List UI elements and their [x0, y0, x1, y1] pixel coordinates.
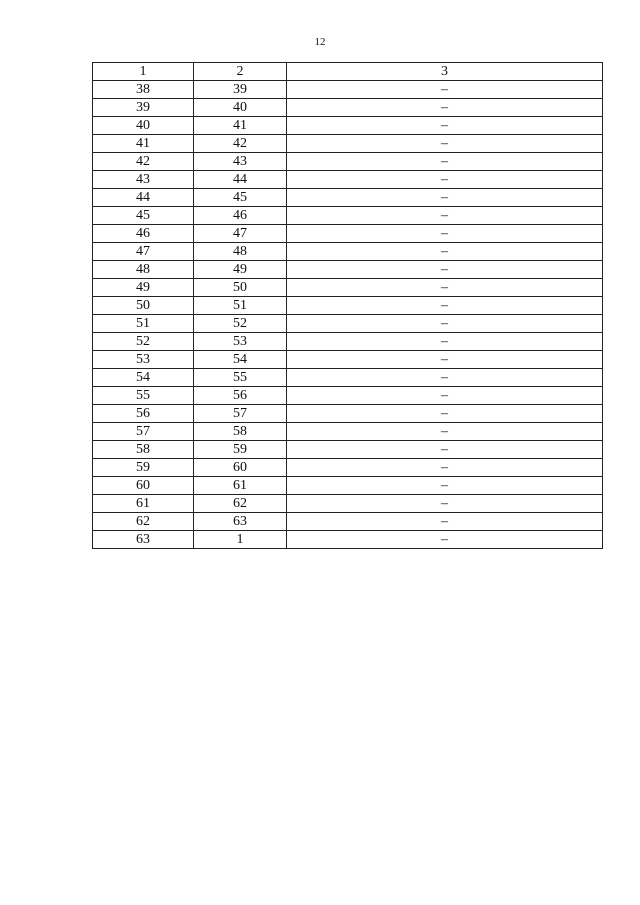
table-cell-col-1: 55 — [93, 387, 194, 405]
table-cell-col-3: – — [287, 315, 603, 333]
table-cell-col-1: 53 — [93, 351, 194, 369]
table-cell-col-2: 44 — [194, 171, 287, 189]
table-row — [93, 297, 603, 315]
table-cell-col-2: 49 — [194, 261, 287, 279]
table-row — [93, 495, 603, 513]
table-row — [93, 207, 603, 225]
table-cell-col-2: 50 — [194, 279, 287, 297]
table-cell-col-2: 40 — [194, 99, 287, 117]
table-row — [93, 117, 603, 135]
table-cell-col-2: 58 — [194, 423, 287, 441]
table-cell-col-1: 39 — [93, 99, 194, 117]
table-row — [93, 315, 603, 333]
table-cell-col-1: 54 — [93, 369, 194, 387]
table-cell-col-3: – — [287, 135, 603, 153]
table-cell-col-2: 61 — [194, 477, 287, 495]
table-cell-col-3: – — [287, 477, 603, 495]
table-cell-col-1: 45 — [93, 207, 194, 225]
table-row — [93, 279, 603, 297]
column-header-2: 2 — [194, 63, 287, 81]
table-row — [93, 153, 603, 171]
column-header-1: 1 — [93, 63, 194, 81]
table-cell-col-3: – — [287, 81, 603, 99]
table-cell-col-3: – — [287, 243, 603, 261]
table-cell-col-2: 62 — [194, 495, 287, 513]
table-cell-col-1: 41 — [93, 135, 194, 153]
table-cell-col-1: 43 — [93, 171, 194, 189]
table-cell-col-1: 48 — [93, 261, 194, 279]
table-row — [93, 423, 603, 441]
table-cell-col-2: 48 — [194, 243, 287, 261]
table-cell-col-1: 49 — [93, 279, 194, 297]
table-cell-col-2: 52 — [194, 315, 287, 333]
table-row — [93, 441, 603, 459]
table-row — [93, 387, 603, 405]
table-row — [93, 171, 603, 189]
table-cell-col-2: 51 — [194, 297, 287, 315]
table-cell-col-2: 57 — [194, 405, 287, 423]
page-number: 12 — [314, 36, 326, 48]
table-row — [93, 459, 603, 477]
table-cell-col-3: – — [287, 99, 603, 117]
table-row — [93, 333, 603, 351]
table-cell-col-3: – — [287, 297, 603, 315]
data-table — [92, 62, 603, 549]
table-cell-col-3: – — [287, 405, 603, 423]
table-cell-col-3: – — [287, 531, 603, 549]
table-cell-col-2: 59 — [194, 441, 287, 459]
table-cell-col-1: 38 — [93, 81, 194, 99]
table-cell-col-3: – — [287, 423, 603, 441]
table-cell-col-3: – — [287, 495, 603, 513]
table-cell-col-3: – — [287, 351, 603, 369]
table-cell-col-1: 59 — [93, 459, 194, 477]
table-cell-col-3: – — [287, 459, 603, 477]
table-cell-col-3: – — [287, 333, 603, 351]
table-cell-col-1: 42 — [93, 153, 194, 171]
table-cell-col-2: 41 — [194, 117, 287, 135]
table-row — [93, 405, 603, 423]
table-row — [93, 531, 603, 549]
header-row — [93, 63, 603, 81]
table-cell-col-3: – — [287, 387, 603, 405]
table-cell-col-1: 62 — [93, 513, 194, 531]
table-cell-col-3: – — [287, 369, 603, 387]
table-cell-col-3: – — [287, 261, 603, 279]
table-row — [93, 513, 603, 531]
table-cell-col-3: – — [287, 189, 603, 207]
table-cell-col-2: 55 — [194, 369, 287, 387]
table-cell-col-1: 57 — [93, 423, 194, 441]
table-body — [93, 81, 603, 549]
table-cell-col-2: 54 — [194, 351, 287, 369]
table-cell-col-2: 53 — [194, 333, 287, 351]
table-cell-col-3: – — [287, 279, 603, 297]
table-cell-col-2: 60 — [194, 459, 287, 477]
table-row — [93, 261, 603, 279]
table-cell-col-1: 47 — [93, 243, 194, 261]
table-row — [93, 81, 603, 99]
table-cell-col-1: 44 — [93, 189, 194, 207]
table-row — [93, 369, 603, 387]
table-cell-col-1: 52 — [93, 333, 194, 351]
table-cell-col-1: 58 — [93, 441, 194, 459]
table-cell-col-1: 50 — [93, 297, 194, 315]
table-cell-col-2: 42 — [194, 135, 287, 153]
table-cell-col-2: 46 — [194, 207, 287, 225]
table-cell-col-2: 63 — [194, 513, 287, 531]
table-cell-col-2: 39 — [194, 81, 287, 99]
table-cell-col-3: – — [287, 225, 603, 243]
table-row — [93, 477, 603, 495]
table-cell-col-3: – — [287, 513, 603, 531]
table-row — [93, 243, 603, 261]
table-cell-col-2: 43 — [194, 153, 287, 171]
table-cell-col-2: 1 — [194, 531, 287, 549]
table-cell-col-3: – — [287, 117, 603, 135]
table-cell-col-2: 45 — [194, 189, 287, 207]
table-cell-col-1: 56 — [93, 405, 194, 423]
table-cell-col-2: 47 — [194, 225, 287, 243]
table-cell-col-3: – — [287, 441, 603, 459]
table-cell-col-3: – — [287, 153, 603, 171]
column-header-3: 3 — [287, 63, 603, 81]
table-cell-col-3: – — [287, 207, 603, 225]
table-row — [93, 225, 603, 243]
table-cell-col-1: 46 — [93, 225, 194, 243]
table-row — [93, 189, 603, 207]
table-row — [93, 99, 603, 117]
table-cell-col-3: – — [287, 171, 603, 189]
table-row — [93, 351, 603, 369]
table-cell-col-1: 61 — [93, 495, 194, 513]
table-cell-col-1: 40 — [93, 117, 194, 135]
table-cell-col-1: 63 — [93, 531, 194, 549]
table-cell-col-1: 51 — [93, 315, 194, 333]
table-cell-col-1: 60 — [93, 477, 194, 495]
table-cell-col-2: 56 — [194, 387, 287, 405]
table-row — [93, 135, 603, 153]
